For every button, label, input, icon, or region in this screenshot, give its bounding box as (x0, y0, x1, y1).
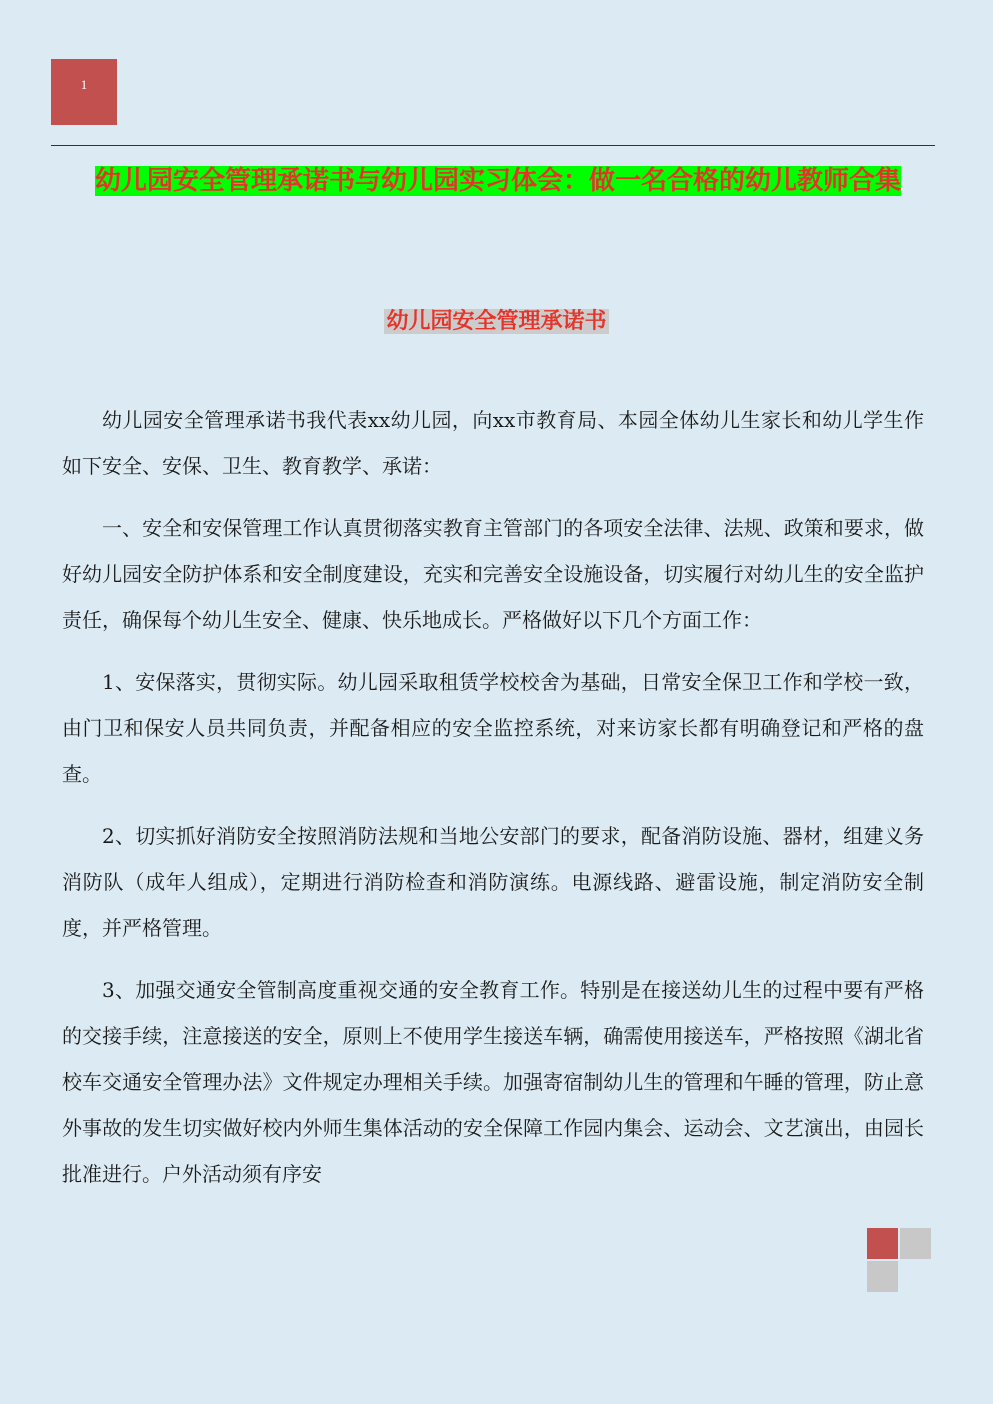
page-number-badge (51, 59, 117, 125)
page-number: 1 (80, 77, 88, 92)
corner-square-grey (867, 1261, 898, 1292)
paragraph-intro: 幼儿园安全管理承诺书我代表xx幼儿园，向xx市教育局、本园全体幼儿生家长和幼儿学生作如下安全、安保、卫生、教育教学、承诺： (62, 408, 924, 478)
paragraph-item-2: 2、切实抓好消防安全按照消防法规和当地公安部门的要求，配备消防设施、器材，组建义务消防队（成年人组成），定期进行消防检查和消防演练。电源线路、避雷设施，制定消防安全制度，并严格管理。 (62, 824, 924, 940)
header-divider (51, 145, 935, 146)
document-body (62, 397, 924, 1213)
corner-square-grey (900, 1228, 931, 1259)
document-title (70, 163, 926, 199)
corner-decoration (867, 1228, 933, 1294)
section-title (0, 305, 993, 339)
paragraph-item-1: 1、安保落实，贯彻实际。幼儿园采取租赁学校校舍为基础，日常安全保卫工作和学校一致，由门卫和保安人员共同负责，并配备相应的安全监控系统，对来访家长都有明确登记和严格的盘查。 (62, 670, 924, 786)
paragraph-item-3: 3、加强交通安全管制高度重视交通的安全教育工作。特别是在接送幼儿生的过程中要有严格的交接手续，注意接送的安全，原则上不使用学生接送车辆，确需使用接送车，严格按照《湖北省校车交通安全管理办法》文件规定办理相关手续。加强寄宿制幼儿生的管理和午睡的管理，防止意外事故的发生切实做好校内外师生集体活动的安全保障工作园内集会、运动会、文艺演出，由园长批准进行。户外活动须有序安 (62, 978, 924, 1186)
section-title-text: 幼儿园安全管理承诺书 (386, 309, 607, 334)
paragraph-section-one: 一、安全和安保管理工作认真贯彻落实教育主管部门的各项安全法律、法规、政策和要求，做好幼儿园安全防护体系和安全制度建设，充实和完善安全设施设备，切实履行对幼儿生的安全监护责任，确保每个幼儿生安全、健康、快乐地成长。严格做好以下几个方面工作： (62, 516, 924, 632)
corner-square-red (867, 1228, 898, 1259)
document-title-text: 幼儿园安全管理承诺书与幼儿园实习体会：做一名合格的幼儿教师合集 (94, 166, 901, 196)
